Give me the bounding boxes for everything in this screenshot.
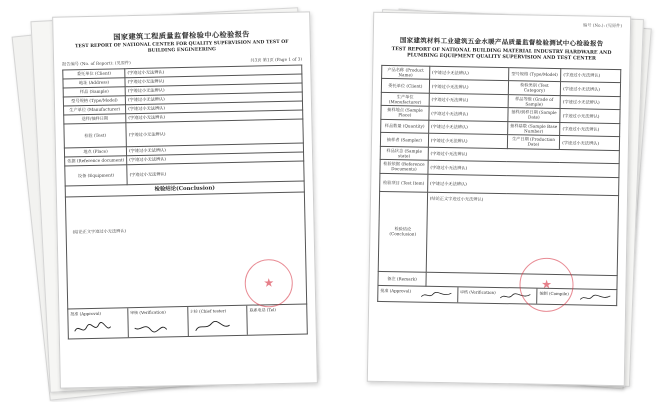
right-row-label-2: 抽样/到样日期 (Sample Date) <box>508 108 561 122</box>
right-row-label: 样品数量 (Quantity) <box>381 119 429 133</box>
left-report-number: 报告编号 (No. of Report): (见原件) <box>62 60 131 68</box>
seal-star-icon: ★ <box>263 275 275 290</box>
left-signature-row <box>67 305 308 340</box>
left-row-value: (字迹过小无法辨认) <box>126 143 303 156</box>
right-row-value: (字迹过小无法辨认) <box>428 147 619 164</box>
right-row-value-2: (字迹过小无法辨认) <box>560 136 620 151</box>
right-signature-cell <box>378 286 458 302</box>
left-row-label: 生产单位 (Manufacturer) <box>63 104 125 114</box>
right-info-table <box>379 65 621 196</box>
left-signature-cell <box>128 307 188 337</box>
left-row-value: (字迹过小无法辨认) <box>126 110 303 123</box>
right-report-serial: 编号 (No.): (见原件) <box>583 22 623 29</box>
right-row-value-2: (字迹过小无法辨认) <box>561 68 621 83</box>
signature-label: 主检 (Chief tester) <box>189 308 227 315</box>
left-row-label: 设备 (Equipment) <box>65 164 128 185</box>
signature-label: 批准 (Approval) <box>380 288 412 294</box>
left-row-value: (字迹过小无法辨认) <box>125 65 302 78</box>
left-signature-cell <box>247 305 306 335</box>
right-row-label: 检验依据 (Reference Documents) <box>380 160 428 174</box>
signature-label: 审核 (Verification) <box>130 309 166 316</box>
left-row-label: 委托单位 (Client) <box>63 68 125 78</box>
left-row-label: 依据 (Reference document) <box>65 155 127 165</box>
left-row-value: (字迹过小无法辨认) <box>126 119 303 147</box>
right-row-value-2: (字迹过小无法辨认) <box>560 109 620 124</box>
handwritten-signature <box>132 320 172 335</box>
right-row-label: 委托单位 (Client) <box>381 79 429 93</box>
left-report-title-cn: 国家建筑工程质量监督检验中心检验报告 <box>113 29 250 42</box>
right-row-value: (字迹过小无法辨认) <box>428 133 507 148</box>
seal-star-icon: ★ <box>541 277 553 292</box>
left-row-value: (字迹过小无法辨认) <box>125 74 302 87</box>
right-row-value: (字迹过小无法辨认) <box>429 79 508 94</box>
left-info-table <box>62 64 304 186</box>
right-row-label-2: 检验类别 (Test Category) <box>508 81 561 95</box>
right-row-label: 抽样地点 (Sample Place) <box>381 106 429 120</box>
left-test-report <box>52 11 318 388</box>
right-row-label-2: 型号规格 (Type/Model) <box>508 67 561 81</box>
signature-label: 审核 (Verification) <box>459 289 496 296</box>
handwritten-signature <box>419 290 453 301</box>
right-conclusion-cell <box>426 192 619 275</box>
right-row-label-2: 抽样基数 (Sample Base Number) <box>507 121 560 135</box>
right-report-title-en: TEST REPORT OF NATIONAL BUILDING MATERIAL INDUSTRY HARDWARE AND PLUMBING EQUIPMENT QUALITY SUPERVISION AND TEST CENTER <box>391 46 612 63</box>
right-row-value: (字迹过小无法辨认) <box>427 174 618 195</box>
right-row-value: (字迹过小无法辨认) <box>429 93 508 108</box>
left-row-label: 样品 (Sample) <box>63 86 125 96</box>
right-row-value-2: (字迹过小无法辨认) <box>561 82 621 97</box>
right-row-label: 检验项目 (Test Item) <box>380 173 428 192</box>
right-row-label: 样品状态 (Sample state) <box>380 146 428 160</box>
right-conclusion-text: (结论正文字迹过小无法辨认) <box>429 195 484 202</box>
left-conclusion-text: (结论正文字迹过小无法辨认) <box>72 228 127 235</box>
left-row-value: (字迹过小无法辨认) <box>127 152 304 165</box>
handwritten-signature <box>578 293 612 304</box>
left-row-label: 地址 (Address) <box>63 77 125 87</box>
left-row-label: 地点 (Place) <box>64 146 126 156</box>
left-row-value: (字迹过小无法辨认) <box>127 161 304 185</box>
left-row-value: (字迹过小无法辨认) <box>125 83 302 96</box>
left-conclusion-title: 检验结论(Conclusion) <box>154 185 215 193</box>
right-row-value: (字迹过小无法辨认) <box>428 120 507 135</box>
right-row-value: (字迹过小无法辨认) <box>428 160 619 177</box>
left-report-title-en: TEST REPORT OF NATIONAL CENTER FOR QUALITY SUPERVISION AND TEST OF BUILDING ENGINEERING <box>74 39 289 54</box>
right-test-report <box>367 12 631 386</box>
right-row-label-2: 生产日期 (Production Date) <box>507 135 560 149</box>
left-signature-cell <box>188 306 248 336</box>
right-row-value-2: (字迹过小无法辨认) <box>560 122 620 137</box>
left-row-label: 型号规格 (Type/Model) <box>63 95 125 105</box>
right-row-label-2: 样品等级 (Grade of Sample) <box>508 94 561 108</box>
handwritten-signature <box>73 321 113 336</box>
left-row-value: (字迹过小无法辨认) <box>125 92 302 105</box>
signature-label: 联系电话 (Tel) <box>249 307 277 314</box>
left-report-page: 共3页 第1页 (Page 1 of 3) <box>250 56 303 64</box>
right-row-label: 生产单位 (Manufacturer) <box>381 92 429 106</box>
right-conclusion-label: 检验结论 (Conclusion) <box>378 192 427 273</box>
signature-label: 批准 (Approval) <box>70 311 102 317</box>
signature-label: 编制 (Compile) <box>539 290 569 297</box>
right-remark-label: 备注 (Remark) <box>378 272 426 287</box>
right-row-label: 产品名称 (Product Name) <box>382 65 430 79</box>
left-row-label: 检验 (Test) <box>64 122 127 147</box>
left-row-value: (字迹过小无法辨认) <box>126 101 303 114</box>
right-signature-row <box>377 286 617 306</box>
right-row-value: (字迹过小无法辨认) <box>429 106 508 121</box>
right-row-value-2: (字迹过小无法辨认) <box>560 95 620 110</box>
right-row-label: 抽样者 (Sampler) <box>380 133 428 147</box>
right-conclusion-table <box>377 192 619 291</box>
left-row-label: 送样/抽样日期 <box>64 113 126 123</box>
right-report-title-cn: 国家建筑材料工业建筑五金水暖产品质量监督检验测试中心检验报告 <box>399 36 604 49</box>
left-signature-cell <box>68 309 128 339</box>
right-row-value: (字迹过小无法辨认) <box>429 66 508 81</box>
handwritten-signature <box>192 319 232 334</box>
